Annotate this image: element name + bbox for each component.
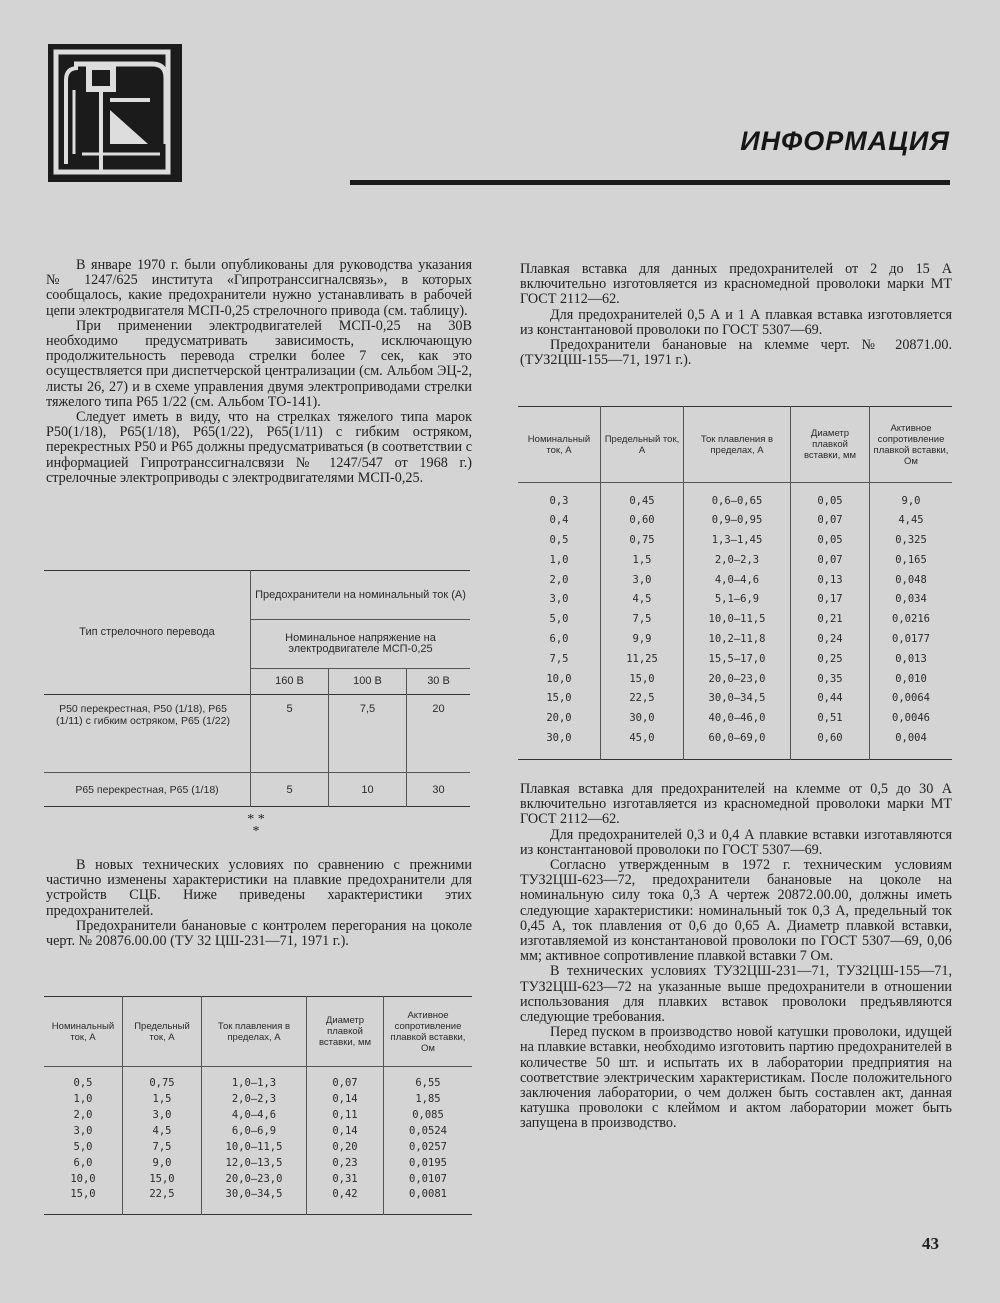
table-cell: 0,9—0,95 (684, 510, 791, 530)
table-row (44, 1187, 472, 1215)
paragraph: Предохранители банановые на клемме черт. № 20871.00. (ТУЗ2ЦШ-155—71, 1971 г.). (520, 337, 952, 369)
column-header: 160 В (251, 669, 329, 695)
table-cell: Р50 перекрестная, Р50 (1/18), Р65 (1/11) с гибким остряком, Р65 (1/22) (44, 695, 251, 773)
table-cell: 5 (251, 695, 329, 773)
table-cell: 22,5 (123, 1187, 202, 1215)
table-cell: 0,085 (412, 1108, 444, 1121)
table-cell: 2,0—2,3 (684, 550, 791, 570)
table-row (518, 550, 952, 570)
table-cell: 40,0—46,0 (684, 708, 791, 728)
table-cell: 15,0 (601, 669, 684, 689)
right-text-bottom (520, 782, 952, 1132)
column-header: Активное сопротивление плавкой вставки, Ом (390, 1009, 466, 1054)
table-cell: 0,20 (307, 1139, 384, 1155)
table-cell: 7,5 (601, 609, 684, 629)
table-cell: 0,013 (895, 652, 927, 665)
fuse-base-table (44, 996, 472, 1215)
table-row (44, 695, 470, 773)
table-cell: 45,0 (601, 728, 684, 760)
column-header: Предохранители на номинальный ток (А) (251, 571, 471, 620)
table-row (518, 589, 952, 609)
table-cell: 6,55 (415, 1076, 441, 1089)
table-cell: 1,3—1,45 (684, 530, 791, 550)
table-row (518, 530, 952, 550)
table-cell: 1,5 (601, 550, 684, 570)
table-cell: 0,4 (518, 510, 601, 530)
paragraph: Перед пуском в производство новой катушки проволоки, идущей на плавкие вставки, необходимо изготовить партию предохранителей в количестве 50 шт. и испытать их в лаборатории предприятия на соответствие электрическим характеристикам. После положительного заключения лаборатории, о чем должен быть составлен акт, данная катушка проволоки с клеймом и актом лаборатории может быть запущена в производство. (520, 1024, 952, 1132)
table-cell: 0,3 (518, 483, 601, 511)
table-cell: 9,9 (601, 629, 684, 649)
table-cell: 0,0524 (409, 1124, 447, 1137)
table-cell: 10,0—11,5 (202, 1139, 307, 1155)
column-header: Предельный ток, А (601, 407, 684, 483)
table-cell: 0,60 (601, 510, 684, 530)
table-cell: 6,0 (518, 629, 601, 649)
table-cell: 20,0—23,0 (684, 669, 791, 689)
paragraph: В январе 1970 г. были опубликованы для руководства указания № 1247/625 института «Гипротранссигналсвязь», в которых сообщалось, какие предохранители нужно устанавливать в рабочей цепи электродвигателя МСП-0,25 стрелочного привода (см. таблицу). (46, 257, 472, 319)
table-cell: 4,0—4,6 (202, 1107, 307, 1123)
table-cell: 1,0 (44, 1091, 123, 1107)
table-cell: 0,0064 (892, 692, 930, 705)
table-cell: 0,0195 (409, 1156, 447, 1169)
table-cell: 5,1—6,9 (684, 589, 791, 609)
table-cell: 0,35 (791, 669, 870, 689)
table-row (44, 1123, 472, 1139)
table-cell: 2,0—2,3 (202, 1091, 307, 1107)
column-header: Номинальное напряжение на электродвигателе МСП-0,25 (251, 620, 471, 669)
table-cell: 7,5 (329, 695, 407, 773)
table-row (518, 609, 952, 629)
table-cell: 0,17 (791, 589, 870, 609)
table-cell: 0,75 (123, 1067, 202, 1091)
table-cell: 0,0081 (409, 1188, 447, 1201)
table-cell: 0,51 (791, 708, 870, 728)
table-row (518, 629, 952, 649)
title-rule (350, 180, 950, 185)
table-cell: 0,13 (791, 570, 870, 590)
column-header: Номинальный ток, А (518, 407, 601, 483)
table-cell: 10 (329, 773, 407, 807)
column-header: Диаметр плавкой вставки, мм (307, 997, 384, 1067)
table-cell: 0,0107 (409, 1172, 447, 1185)
table-cell: 0,23 (307, 1155, 384, 1171)
table-cell: 7,5 (518, 649, 601, 669)
table-cell: 5,0 (44, 1139, 123, 1155)
table-cell: 0,325 (895, 533, 927, 546)
table-cell: 12,0—13,5 (202, 1155, 307, 1171)
paragraph: Согласно утвержденным в 1972 г. техническим условиям ТУЗ2ЦШ-623—72, предохранители банановые на цоколе на номинальную силу тока 0,3 А чертеж 20872.00.00, должны иметь следующие характеристики: номинальный ток 0,3 А, предельный ток 0,45 А, ток плавления от 0,6 до 0,65 А. Диаметр плавкой вставки, изготавляемой из константановой проволоки по ГОСТ 5307—69, 0,06 мм; активное сопротивление плавкой вставки 7 Ом. (520, 857, 952, 965)
table-cell: 0,07 (791, 510, 870, 530)
table-cell: 4,45 (898, 514, 924, 527)
table-cell: 11,25 (601, 649, 684, 669)
table-cell: 0,034 (895, 593, 927, 606)
column-header: Тип стрелочного перевода (44, 571, 251, 695)
table-cell: 20,0—23,0 (202, 1171, 307, 1187)
table-cell: 0,010 (895, 672, 927, 685)
column-header: Диаметр плавкой вставки, мм (791, 407, 870, 483)
table-cell: 5 (251, 773, 329, 807)
table-cell: 0,0257 (409, 1140, 447, 1153)
table-cell: 30,0—34,5 (684, 688, 791, 708)
table-cell: 15,0 (123, 1171, 202, 1187)
bleed-through (200, 112, 206, 138)
table-row (518, 708, 952, 728)
table-cell: 15,5—17,0 (684, 649, 791, 669)
table-cell: 4,0—4,6 (684, 570, 791, 590)
table-cell: 9,0 (123, 1155, 202, 1171)
section-logo (48, 44, 182, 182)
table-cell: 0,42 (307, 1187, 384, 1215)
table-row (518, 570, 952, 590)
column-header: Предельный ток, А (123, 997, 202, 1067)
table-cell: 0,14 (307, 1091, 384, 1107)
table-cell: 0,14 (307, 1123, 384, 1139)
fuse-rating-table (44, 570, 470, 807)
table-cell: 9,0 (901, 494, 921, 507)
column-header: Ток плавления в пределах, А (684, 407, 791, 483)
paragraph: В новых технических условиях по сравнению с прежними частично изменены характеристики на плавкие предохранители для устройств СЦБ. Ниже приведены характеристики этих предохранителей. (46, 857, 472, 919)
table-cell: 0,60 (791, 728, 870, 760)
table-cell: 3,0 (601, 570, 684, 590)
table-cell: 7,5 (123, 1139, 202, 1155)
column-header: Активное сопротивление плавкой вставки, Ом (873, 422, 949, 467)
table-cell: 0,07 (307, 1067, 384, 1091)
table-cell: 0,0177 (892, 632, 930, 645)
table-cell: 3,0 (518, 589, 601, 609)
table-cell: 0,75 (601, 530, 684, 550)
section-separator: * * * (247, 812, 265, 839)
table-cell: 0,0216 (892, 613, 930, 626)
column-header: 30 В (427, 675, 450, 687)
table-body (44, 1067, 472, 1215)
table-cell: 3,0 (123, 1107, 202, 1123)
table-cell: 20,0 (518, 708, 601, 728)
table-cell: 4,5 (601, 589, 684, 609)
left-text-bottom (46, 858, 472, 949)
column-header: Ток плавления в пределах, А (202, 997, 307, 1067)
table-cell: 10,2—11,8 (684, 629, 791, 649)
table-row (44, 1067, 472, 1091)
table-cell: 30,0—34,5 (202, 1187, 307, 1215)
table-row (44, 1139, 472, 1155)
table-cell: 30,0 (601, 708, 684, 728)
paragraph: Плавкая вставка для данных предохранителей от 2 до 15 А включительно изготовляется из красномедной проволоки марки МТ ГОСТ 2112—62. (520, 261, 952, 308)
table-row (518, 688, 952, 708)
table-cell: 10,0 (518, 669, 601, 689)
table-row (44, 1091, 472, 1107)
table-row (518, 728, 952, 760)
table-cell: 0,6—0,65 (684, 483, 791, 511)
table-cell: 30 (432, 783, 445, 796)
table-row (44, 1171, 472, 1187)
table-row (518, 510, 952, 530)
table-row (44, 1155, 472, 1171)
table-cell: 2,0 (44, 1107, 123, 1123)
table-cell: 0,004 (895, 731, 927, 744)
table-cell: 0,5 (44, 1067, 123, 1091)
page-title: ИНФОРМАЦИЯ (740, 126, 950, 156)
table-body (518, 483, 952, 760)
table-cell: 15,0 (518, 688, 601, 708)
table-cell: 2,0 (518, 570, 601, 590)
table-cell: 6,0—6,9 (202, 1123, 307, 1139)
table-cell: 10,0—11,5 (684, 609, 791, 629)
paragraph: Следует иметь в виду, что на стрелках тяжелого типа марок Р50(1/18), Р65(1/18), Р65(1/22), Р65(1/11) с гибким остряком, перекрестных Р50 и Р65 должны предусматриваться (в соответствии с информацией Гипротранссигналсвязи № 1247/547 от 1968 г.) стрелочные электроприводы с электродвигателями МСП-0,25. (46, 409, 472, 486)
table-row (44, 773, 470, 807)
table-cell: 1,0—1,3 (202, 1067, 307, 1091)
left-text-top (46, 258, 472, 486)
fuse-clamp-table (518, 406, 952, 760)
table-cell: 0,45 (601, 483, 684, 511)
table-cell: 4,5 (123, 1123, 202, 1139)
table-cell: 60,0—69,0 (684, 728, 791, 760)
table-cell: 0,21 (791, 609, 870, 629)
paragraph: Для предохранителей 0,5 А и 1 А плавкая вставка изготовляется из константановой проволоки по ГОСТ 5307—69. (520, 306, 952, 338)
paragraph: Плавкая вставка для предохранителей на клемме от 0,5 до 30 А включительно изготавляется из красномедной проволоки марки МТ ГОСТ 2112—62. (520, 781, 952, 828)
table-cell: 10,0 (44, 1171, 123, 1187)
page-number: 43 (922, 1234, 939, 1253)
table-cell: 0,5 (518, 530, 601, 550)
table-cell: 1,5 (123, 1091, 202, 1107)
table-cell: 15,0 (44, 1187, 123, 1215)
table-cell: 0,31 (307, 1171, 384, 1187)
column-header: Номинальный ток, А (44, 997, 123, 1067)
table-cell: 20 (432, 703, 445, 715)
table-cell: 0,165 (895, 553, 927, 566)
paragraph: При применении электродвигателей МСП-0,25 на 30В необходимо предусматривать зависимость, исключающую продолжительность перевода стрелки более 7 сек, как это осуществляется при диспетчерской централизации (см. Альбом ЭЦ-2, листы 26, 27) и в схеме управления двумя электроприводами стрелки тяжелого типа Р65 1/22 (см. Альбом ТО-141). (46, 317, 472, 410)
paragraph: В технических условиях ТУЗ2ЦШ-231—71, ТУЗ2ЦШ-155—71, ТУЗ2ЦШ-623—72 на указанные выше предохранители в отношении использования для плавких вставок проволоки предъявляются следующие требования. (520, 963, 952, 1026)
table-cell: 22,5 (601, 688, 684, 708)
paragraph: Предохранители банановые с контролем перегорания на цоколе черт. № 20876.00.00 (ТУ 32 ЦШ-231—71, 1971 г.). (46, 917, 472, 950)
table-row (518, 649, 952, 669)
table-cell: 0,048 (895, 573, 927, 586)
table-cell: 6,0 (44, 1155, 123, 1171)
table-cell: 0,07 (791, 550, 870, 570)
table-cell: 0,24 (791, 629, 870, 649)
table-row (518, 483, 952, 511)
column-header: 100 В (329, 669, 407, 695)
table-cell: 0,25 (791, 649, 870, 669)
table-row (518, 669, 952, 689)
table-cell: 0,44 (791, 688, 870, 708)
paragraph: Для предохранителей 0,3 и 0,4 А плавкие вставки изготавляются из константановой проволоки по ГОСТ 5307—69. (520, 826, 952, 858)
table-cell: 5,0 (518, 609, 601, 629)
right-text-top (520, 262, 952, 368)
table-cell: 30,0 (518, 728, 601, 760)
table-cell: Р65 перекрестная, Р65 (1/18) (44, 773, 251, 807)
table-cell: 0,0046 (892, 712, 930, 725)
table-cell: 0,11 (307, 1107, 384, 1123)
table-cell: 1,0 (518, 550, 601, 570)
table-cell: 0,05 (791, 483, 870, 511)
table-cell: 3,0 (44, 1123, 123, 1139)
table-cell: 1,85 (415, 1092, 441, 1105)
table-row (44, 1107, 472, 1123)
table-cell: 0,05 (791, 530, 870, 550)
